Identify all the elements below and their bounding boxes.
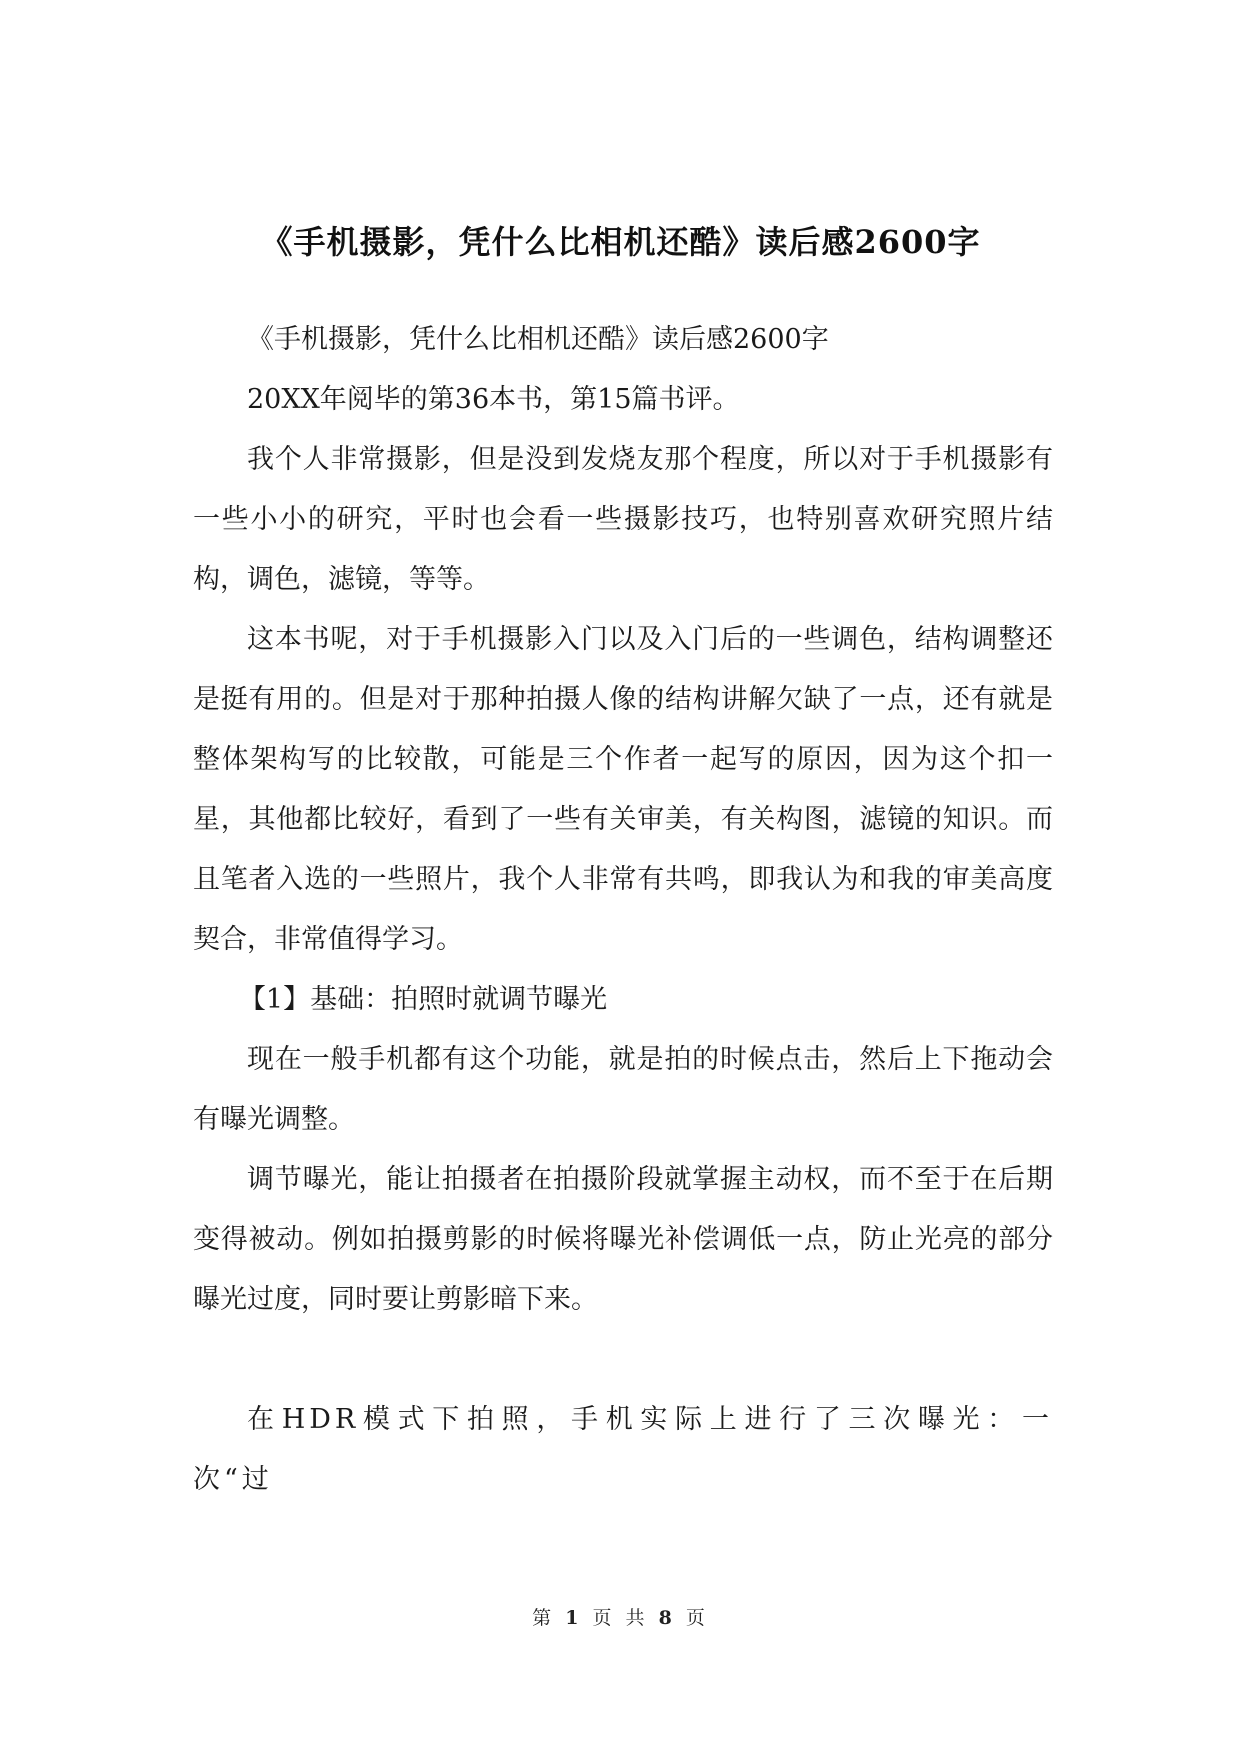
paragraph-review: 这本书呢，对于手机摄影入门以及入门后的一些调色，结构调整还是挺有用的。但是对于那种拍摄人像的结构讲解欠缺了一点，还有就是整体架构写的比较散，可能是三个作者一起写的原因，因为这个扣一星，其他都比较好，看到了一些有关审美，有关构图，滤镜的知识。而且笔者入选的一些照片，我个人非常有共鸣，即我认为和我的审美高度契合，非常值得学习。 <box>193 624 1053 955</box>
section-heading-exposure: 【1】基础：拍照时就调节曝光 <box>238 984 608 1015</box>
paragraph-exposure-feature: 现在一般手机都有这个功能，就是拍的时候点击，然后上下拖动会有曝光调整。 <box>193 1044 1053 1135</box>
footer-prefix: 第 <box>532 1607 556 1629</box>
paragraph-gap <box>193 1330 1053 1390</box>
footer-total-pages: 8 <box>658 1607 676 1629</box>
paragraph-exposure-control: 调节曝光，能让拍摄者在拍摄阶段就掌握主动权，而不至于在后期变得被动。例如拍摄剪影的时候将曝光补偿调低一点，防止光亮的部分曝光过度，同时要让剪影暗下来。 <box>193 1164 1053 1315</box>
page-footer <box>0 1606 1241 1630</box>
footer-middle: 页 共 <box>592 1607 649 1629</box>
paragraph-book-count: 20XX年阅毕的第36本书，第15篇书评。 <box>247 384 740 415</box>
document-title: 《手机摄影，凭什么比相机还酷》读后感2600字 <box>260 223 981 261</box>
paragraph-title-repeat: 《手机摄影，凭什么比相机还酷》读后感2600字 <box>247 324 829 355</box>
footer-page-number: 1 <box>565 1607 583 1629</box>
paragraph-hdr: 在HDR模式下拍照，手机实际上进行了三次曝光：一次“过 <box>193 1404 1053 1495</box>
footer-suffix: 页 <box>685 1607 709 1629</box>
document-body <box>193 310 1053 1510</box>
paragraph-intro: 我个人非常摄影，但是没到发烧友那个程度，所以对于手机摄影有一些小小的研究，平时也会看一些摄影技巧，也特别喜欢研究照片结构，调色，滤镜，等等。 <box>193 444 1053 595</box>
